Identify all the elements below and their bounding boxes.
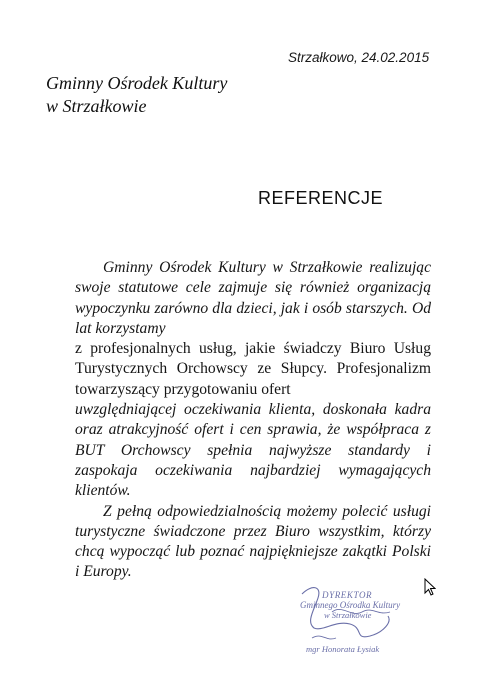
- paragraph-1b: z profesjonalnych usług, jakie świadczy Biuro Usług Turystycznych Orchowscy ze Słupcy. Profesjonalizm towarzyszący przygotowaniu ofert: [75, 340, 431, 398]
- stamp-location: w Strzałkowie: [324, 610, 372, 620]
- organization-name: Gminny Ośrodek Kultury: [46, 73, 228, 93]
- paragraph-2: Z pełną odpowiedzialnością możemy polecić usługi turystyczne świadczone przez Biuro wszystkim, którzy chcą wypocząć lub poznać najpiękniejsze zakątki Polski i Europy.: [75, 502, 431, 581]
- paragraph-1c: uwzględniającej oczekiwania klienta, doskonała kadra oraz atrakcyjność ofert i cen sprawia, że współpraca z BUT Orchowscy spełnia najwyższe standardy i zaspokaja oczekiwania najbardziej wymagających klientów.: [75, 401, 431, 500]
- document-title: REFERENCJE: [258, 188, 384, 208]
- director-stamp-signature: [292, 582, 410, 668]
- stamp-institution: Gminnego Ośrodka Kultury: [300, 600, 401, 610]
- stamp-title: DYREKTOR: [322, 590, 373, 600]
- letter-body: [75, 258, 431, 583]
- mouse-pointer-icon: [424, 578, 436, 601]
- handwritten-signature-icon: [292, 582, 410, 668]
- paragraph-1a: Gminny Ośrodek Kultury w Strzałkowie realizując swoje statutowe cele zajmuje się również organizacją wypoczynku zarówno dla dzieci, jak i osób starszych. Od lat korzystamy: [75, 259, 431, 337]
- stamp-signatory: mgr Honorata Łysiak: [306, 644, 380, 654]
- letter-date: Strzałkowo, 24.02.2015: [288, 50, 430, 65]
- sender-organization: [46, 72, 227, 118]
- organization-location: w Strzałkowie: [46, 96, 147, 116]
